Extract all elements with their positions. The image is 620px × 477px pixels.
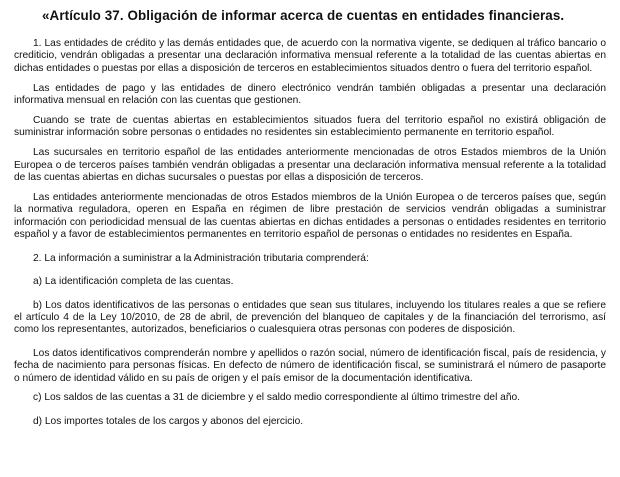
paragraph-6: 2. La información a suministrar a la Administración tributaria comprenderá: (33, 252, 369, 264)
paragraph-10: c) Los saldos de las cuentas a 31 de diciembre y el saldo medio correspondiente al último trimestre del año. (33, 392, 520, 404)
paragraph-5: Las entidades anteriormente mencionadas de otros Estados miembros de la Unión Europea o de terceros países que, según la normativa reguladora, operen en España en régimen de libre prestación de servicios vendrán obligadas a suministrar información con periodicidad mensual de las cuentas abiertas en dichas entidades a personas o entidades residentes en territorio español y a favor de establecimientos permanentes en territorio español de personas o entidades no residentes en España. (14, 192, 606, 241)
paragraph-2: Las entidades de pago y las entidades de dinero electrónico vendrán también obligadas a presentar una declaración informativa mensual en relación con las cuentas que gestionen. (14, 82, 606, 107)
article-heading: «Artículo 37. Obligación de informar acerca de cuentas en entidades financieras. (42, 8, 565, 23)
paragraph-4: Las sucursales en territorio español de las entidades anteriormente mencionadas de otros Estados miembros de la Unión Europea o de terceros países también vendrán obligadas a presentar una declaración informativa mensual referente a la totalidad de las cuentas abiertas en dichas sucursales o puestas por ellas a disposición de terceros. (14, 147, 606, 184)
paragraph-3: Cuando se trate de cuentas abiertas en establecimientos situados fuera del territorio español no existirá obligación de suministrar información sobre personas o entidades no residentes sin establecimiento permanente en territorio español. (14, 115, 606, 139)
paragraph-8: b) Los datos identificativos de las personas o entidades que sean sus titulares, incluyendo los titulares reales a que se refiere el artículo 4 de la Ley 10/2010, de 28 de abril, de prevención del blanqueo de capitales y de la financiación del terrorismo, así como los representantes, autorizados, beneficiarios o cualesquiera otras personas con poderes de disposición. (14, 299, 606, 336)
paragraph-1: 1. Las entidades de crédito y las demás entidades que, de acuerdo con la normativa vigente, se dediquen al tráfico bancario o crediticio, vendrán obligadas a presentar una declaración informativa mensual referente a la totalidad de las cuentas abiertas en dichas entidades o puestas por ellas a disposición de terceros en establecimientos situados dentro o fuera del territorio español. (14, 38, 606, 74)
paragraph-9: Los datos identificativos comprenderán nombre y apellidos o razón social, número de identificación fiscal, país de residencia, y fecha de nacimiento para personas físicas. En defecto de número de identificación fiscal, se suministrará el número de pasaporte o número de identidad válido en su país de origen y el país emisor de la documentación identificativa. (14, 347, 606, 384)
paragraph-11: d) Los importes totales de los cargos y abonos del ejercicio. (33, 415, 304, 427)
paragraph-7: a) La identificación completa de las cuentas. (33, 276, 234, 288)
